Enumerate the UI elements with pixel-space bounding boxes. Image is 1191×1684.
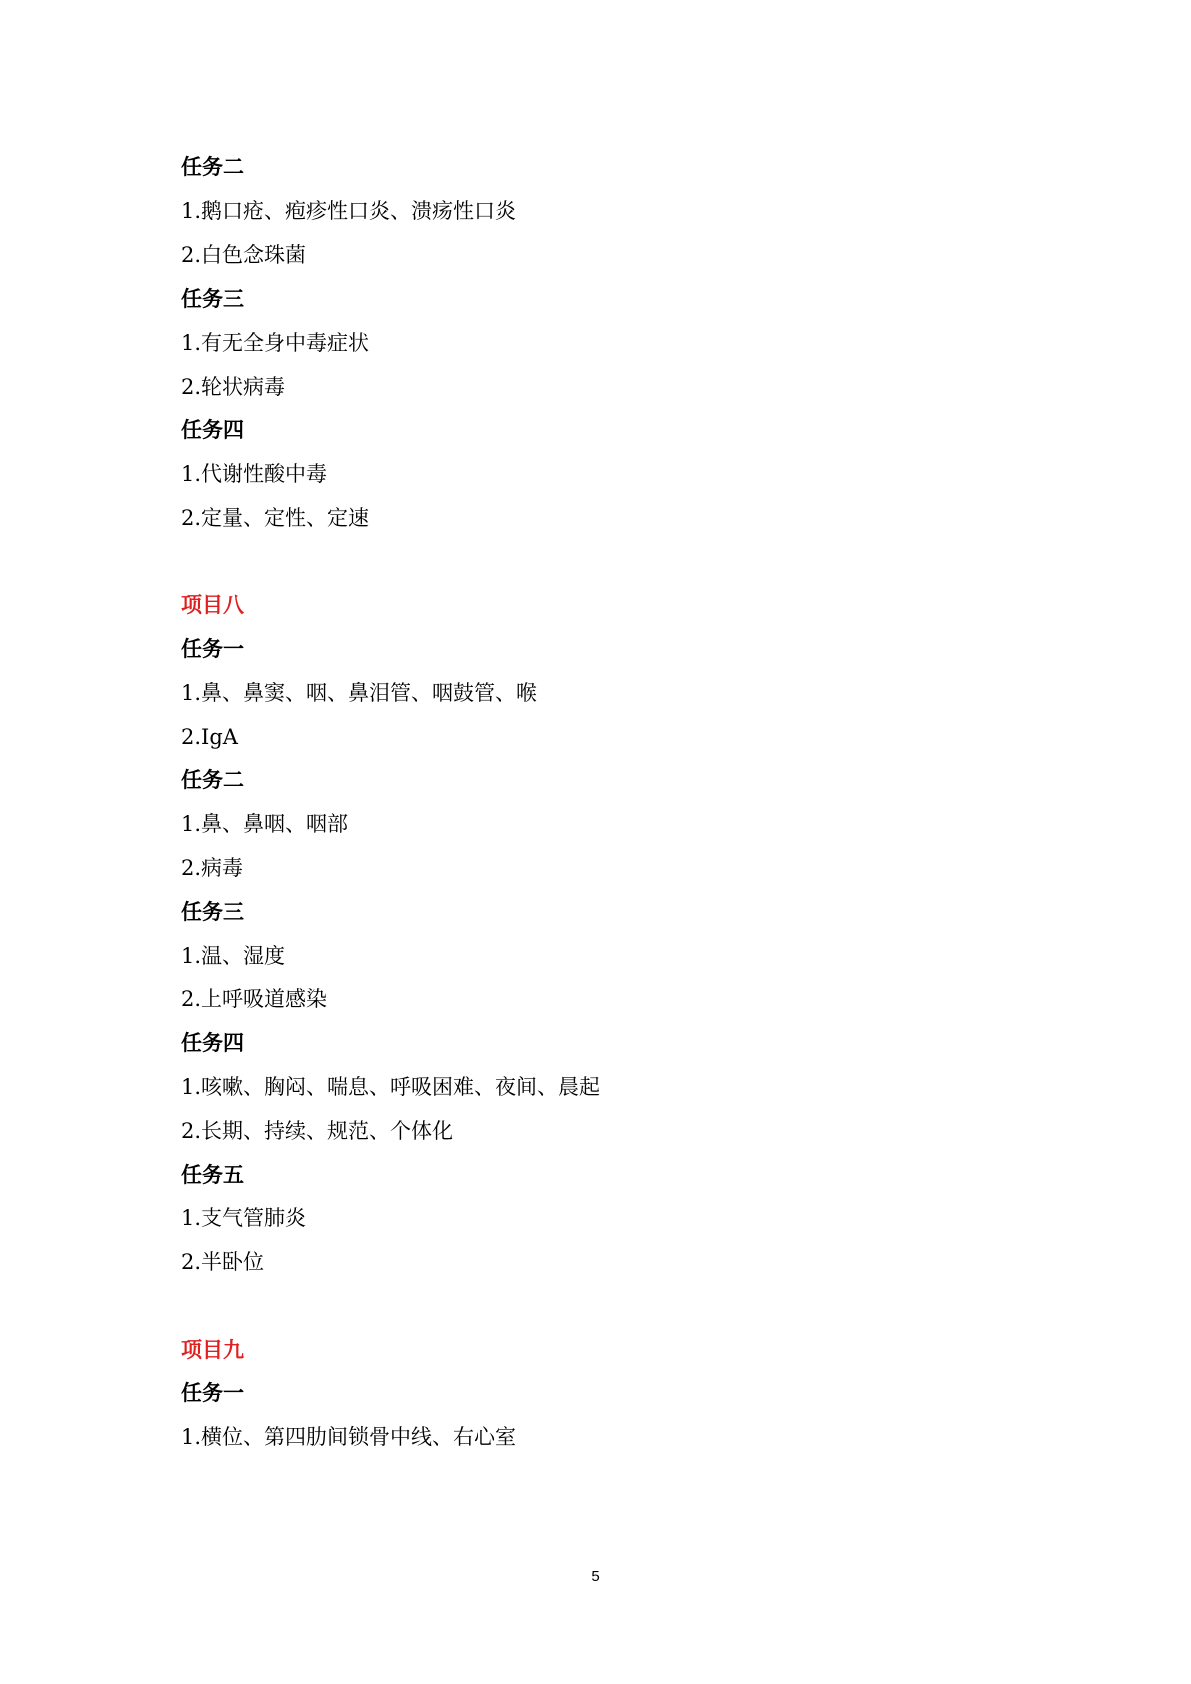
answer-line: 2.定量、定性、定速 [181, 506, 370, 530]
answer-line: 1.支气管肺炎 [181, 1206, 307, 1230]
task-heading: 任务一 [181, 1381, 244, 1405]
answer-line: 1.代谢性酸中毒 [181, 462, 328, 486]
answer-line: 1.鹅口疮、疱疹性口炎、溃疡性口炎 [181, 199, 517, 223]
answer-line: 1.鼻、鼻窦、咽、鼻泪管、咽鼓管、喉 [181, 681, 538, 705]
answer-line: 1.咳嗽、胸闷、喘息、呼吸困难、夜间、晨起 [181, 1075, 601, 1099]
answer-line: 2.IgA [181, 725, 238, 749]
task-heading: 任务二 [181, 768, 244, 792]
task-heading: 任务四 [181, 418, 244, 442]
task-heading: 任务三 [181, 287, 244, 311]
answer-line: 1.有无全身中毒症状 [181, 331, 370, 355]
answer-line: 2.半卧位 [181, 1250, 265, 1274]
answer-line: 1.鼻、鼻咽、咽部 [181, 812, 349, 836]
project-heading: 项目九 [181, 1338, 244, 1362]
task-heading: 任务一 [181, 637, 244, 661]
task-heading: 任务四 [181, 1031, 244, 1055]
page-number: 5 [591, 1568, 600, 1585]
task-heading: 任务五 [181, 1163, 244, 1187]
task-heading: 任务二 [181, 155, 244, 179]
answer-line: 2.轮状病毒 [181, 375, 286, 399]
project-heading: 项目八 [181, 593, 244, 617]
answer-line: 2.白色念珠菌 [181, 243, 307, 267]
task-heading: 任务三 [181, 900, 244, 924]
answer-line: 2.病毒 [181, 856, 244, 880]
answer-line: 1.横位、第四肋间锁骨中线、右心室 [181, 1425, 517, 1449]
answer-line: 1.温、湿度 [181, 944, 286, 968]
answer-line: 2.上呼吸道感染 [181, 987, 328, 1011]
answer-line: 2.长期、持续、规范、个体化 [181, 1119, 454, 1143]
